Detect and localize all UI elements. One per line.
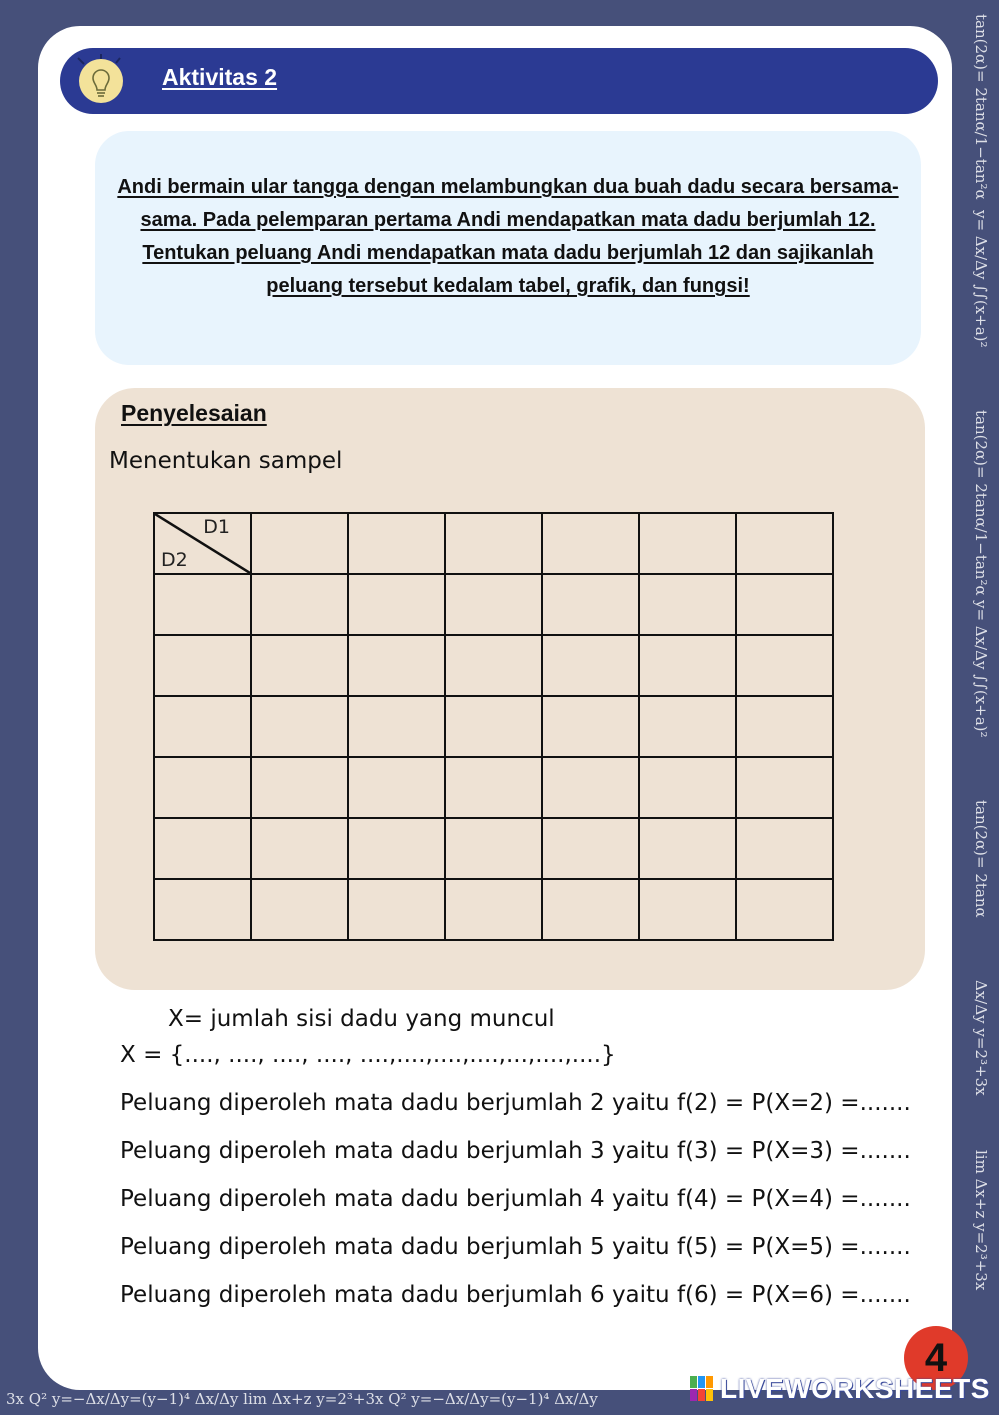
table-cell xyxy=(542,818,639,879)
problem-statement: Andi bermain ular tangga dengan melambungkan dua buah dadu secara bersama-sama. Pada pelemparan pertama Andi mendapatkan mata dadu berjumlah 12. Tentukan peluang Andi mendapatkan mata dadu berjumlah 12 dan sajikanlah peluang tersebut kedalam tabel, grafik, dan fungsi! xyxy=(117,176,899,297)
table-cell xyxy=(736,757,833,818)
sample-space-table xyxy=(153,512,834,941)
table-cell xyxy=(251,513,348,574)
probability-line-4: Peluang diperoleh mata dadu berjumlah 4 yaitu f(4) = P(X=4) =....... xyxy=(120,1186,911,1212)
lightbulb-icon xyxy=(74,54,128,108)
table-cell xyxy=(445,696,542,757)
table-cell xyxy=(251,879,348,940)
table-cell xyxy=(639,879,736,940)
table-row xyxy=(154,757,833,818)
table-cell xyxy=(348,757,445,818)
probability-line-2: Peluang diperoleh mata dadu berjumlah 2 yaitu f(2) = P(X=2) =....... xyxy=(120,1090,911,1116)
table-cell xyxy=(154,757,251,818)
table-cell xyxy=(542,757,639,818)
table-cell xyxy=(348,879,445,940)
table-cell xyxy=(445,513,542,574)
table-row xyxy=(154,696,833,757)
problem-box xyxy=(95,131,921,365)
x-set: X = {...., ...., ...., ...., ....,....,....,....,...,....,....} xyxy=(120,1042,616,1068)
sample-label: Menentukan sampel xyxy=(109,448,343,474)
table-cell xyxy=(736,635,833,696)
table-cell xyxy=(445,757,542,818)
table-cell xyxy=(251,574,348,635)
table-cell xyxy=(348,574,445,635)
table-cell xyxy=(251,696,348,757)
table-cell xyxy=(542,574,639,635)
table-cell xyxy=(251,757,348,818)
table-row xyxy=(154,635,833,696)
probability-line-6: Peluang diperoleh mata dadu berjumlah 6 yaitu f(6) = P(X=6) =....... xyxy=(120,1282,911,1308)
table-cell xyxy=(154,696,251,757)
table-cell xyxy=(736,574,833,635)
math-formula-background: tan(2α)= 2tanα/1−tan²α y= Δx/Δy ∫∫(x+a)² tan(2α)= 2tanα/1−tan²α y= Δx/Δy ∫∫(x+a)² tan(2α)= 2tanα Δx/Δy y=2³+3x lim Δx+z y=2³+3x 3x Q² y=−Δx/Δy=(y−1)⁴ Δx/Δy lim Δx+z y=2³+3x Q² y=−Δx/Δy=(y−1)⁴ Δx/Δy xyxy=(6,14,990,1408)
table-row xyxy=(154,513,833,574)
table-cell xyxy=(251,635,348,696)
corner-label-d1: D1 xyxy=(203,516,230,538)
table-cell xyxy=(639,574,736,635)
table-row xyxy=(154,879,833,940)
table-cell xyxy=(445,818,542,879)
corner-label-d2: D2 xyxy=(161,549,188,571)
activity-title: Aktivitas 2 xyxy=(162,64,278,90)
table-row xyxy=(154,574,833,635)
table-cell xyxy=(445,635,542,696)
table-cell xyxy=(154,879,251,940)
table-cell xyxy=(639,513,736,574)
x-definition: X= jumlah sisi dadu yang muncul xyxy=(168,1006,555,1032)
table-cell xyxy=(639,757,736,818)
probability-line-5: Peluang diperoleh mata dadu berjumlah 5 yaitu f(5) = P(X=5) =....... xyxy=(120,1234,911,1260)
corner-header-cell xyxy=(154,513,251,574)
table-cell xyxy=(445,879,542,940)
table-cell xyxy=(251,818,348,879)
table-cell xyxy=(736,513,833,574)
table-cell xyxy=(542,696,639,757)
probability-line-3: Peluang diperoleh mata dadu berjumlah 3 yaitu f(3) = P(X=3) =....... xyxy=(120,1138,911,1164)
liveworksheets-mark-icon xyxy=(690,1376,714,1402)
table-row xyxy=(154,818,833,879)
table-cell xyxy=(348,696,445,757)
table-cell xyxy=(542,513,639,574)
table-cell xyxy=(639,635,736,696)
table-cell xyxy=(154,818,251,879)
table-cell xyxy=(639,818,736,879)
table-cell xyxy=(445,574,542,635)
solution-box xyxy=(95,388,925,990)
table-cell xyxy=(154,574,251,635)
table-cell xyxy=(736,818,833,879)
liveworksheets-logo xyxy=(690,1372,990,1406)
table-cell xyxy=(348,513,445,574)
activity-header xyxy=(60,48,938,114)
table-cell xyxy=(639,696,736,757)
table-cell xyxy=(542,879,639,940)
table-cell xyxy=(736,879,833,940)
table-cell xyxy=(348,635,445,696)
table-cell xyxy=(154,635,251,696)
page-number-badge: 4 xyxy=(904,1326,968,1390)
table-cell xyxy=(736,696,833,757)
solution-heading: Penyelesaian xyxy=(121,400,267,426)
table-cell xyxy=(542,635,639,696)
liveworksheets-wordmark: LIVEWORKSHEETS xyxy=(720,1373,990,1404)
table-cell xyxy=(348,818,445,879)
